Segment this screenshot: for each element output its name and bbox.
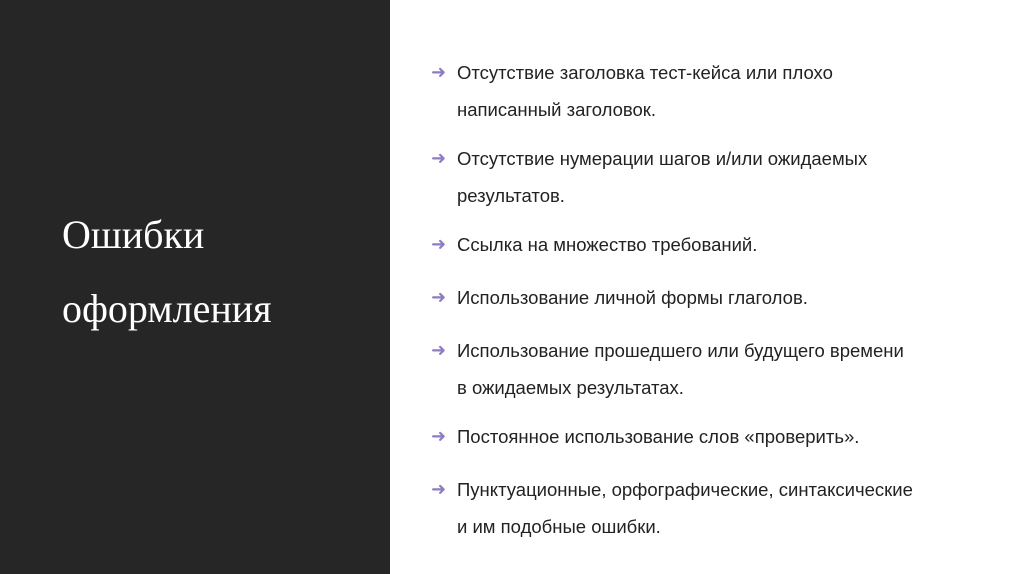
bullet-text: Пунктуационные, орфографические, синтаксические: [457, 479, 913, 500]
list-item: [431, 140, 1001, 214]
list-item: [431, 226, 1001, 263]
slide-title: [62, 198, 382, 346]
list-item: [431, 471, 1001, 545]
bullet-text-continuation: в ожидаемых результатах.: [457, 377, 684, 398]
right-arrow-icon: ➜: [431, 479, 447, 499]
list-item: [431, 418, 1001, 455]
title-line-2: оформления: [62, 286, 272, 331]
bullet-text: Отсутствие нумерации шагов и/или ожидаемых: [457, 148, 868, 169]
right-arrow-icon: ➜: [431, 148, 447, 168]
bullet-text: Использование личной формы глаголов.: [457, 287, 808, 308]
bullet-text-continuation: написанный заголовок.: [457, 99, 657, 120]
bullet-text: Постоянное использование слов «проверить».: [457, 426, 860, 447]
bullet-text-continuation: и им подобные ошибки.: [457, 516, 661, 537]
right-arrow-icon: ➜: [431, 62, 447, 82]
title-panel: [0, 0, 390, 574]
right-arrow-icon: ➜: [431, 287, 447, 307]
list-item: [431, 279, 1001, 316]
list-item: [431, 332, 1001, 406]
bullet-text: Ссылка на множество требований.: [457, 234, 758, 255]
right-arrow-icon: ➜: [431, 340, 447, 360]
title-line-1: Ошибки: [62, 212, 205, 257]
bullet-text: Использование прошедшего или будущего времени: [457, 340, 904, 361]
right-arrow-icon: ➜: [431, 426, 447, 446]
bullet-text: Отсутствие заголовка тест-кейса или плохо: [457, 62, 833, 83]
list-item: [431, 54, 1001, 128]
right-arrow-icon: ➜: [431, 234, 447, 254]
bullet-text-continuation: результатов.: [457, 185, 565, 206]
bullet-list: [431, 54, 1001, 557]
